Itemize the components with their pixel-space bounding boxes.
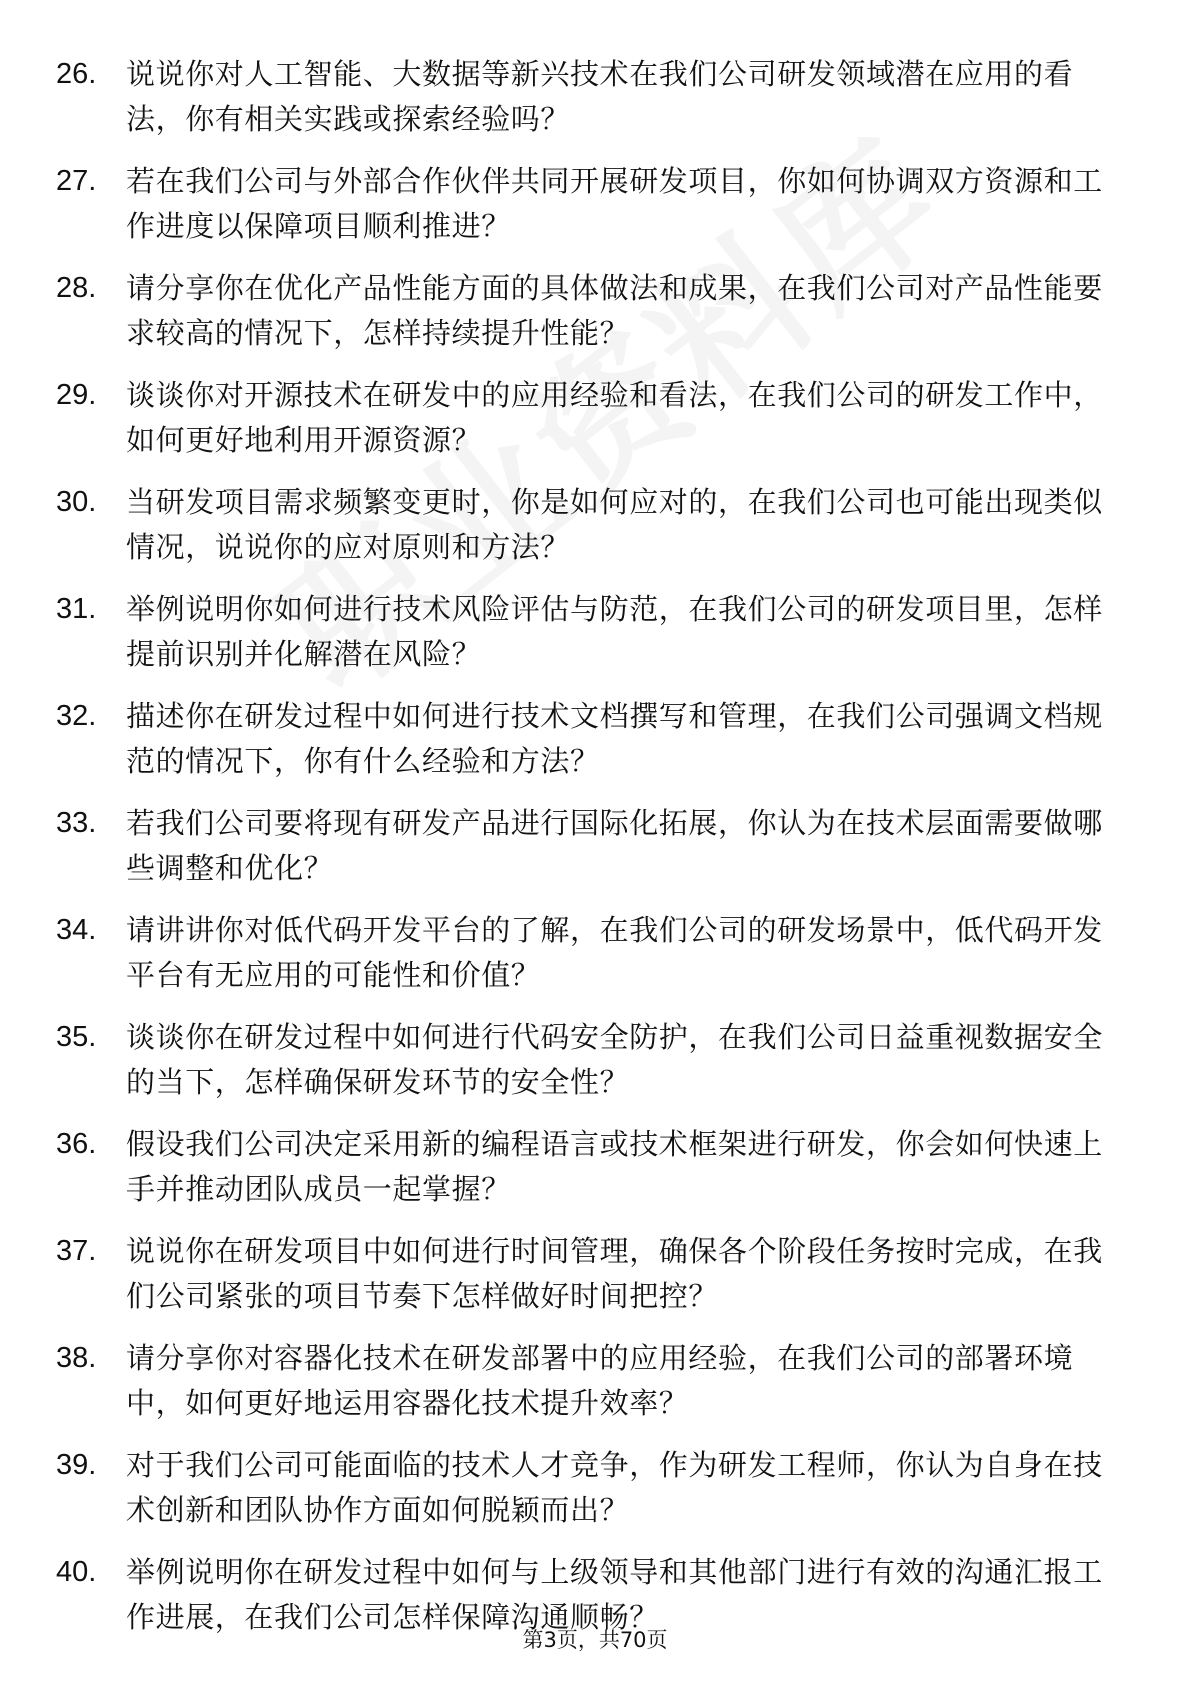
- question-number: 39.: [56, 1449, 97, 1481]
- question-text: 描述你在研发过程中如何进行技术文档撰写和管理，在我们公司强调文档规范的情况下，你有什么经验和方法？: [126, 699, 1103, 778]
- question-text: 举例说明你在研发过程中如何与上级领导和其他部门进行有效的沟通汇报工作进展，在我们公司怎样保障沟通顺畅？: [126, 1555, 1103, 1634]
- question-item: [56, 159, 1116, 266]
- question-item: [56, 373, 1116, 480]
- question-number: 30.: [56, 486, 97, 518]
- question-text: 假设我们公司决定采用新的编程语言或技术框架进行研发，你会如何快速上手并推动团队成员一起掌握？: [126, 1127, 1103, 1206]
- question-number: 28.: [56, 272, 97, 304]
- question-item: [56, 908, 1116, 1015]
- question-number: 40.: [56, 1556, 97, 1588]
- question-number: 31.: [56, 593, 97, 625]
- question-number: 37.: [56, 1235, 97, 1267]
- question-item: [56, 266, 1116, 373]
- question-item: [56, 1229, 1116, 1336]
- question-item: [56, 1336, 1116, 1443]
- question-item: [56, 587, 1116, 694]
- question-text: 说说你在研发项目中如何进行时间管理，确保各个阶段任务按时完成，在我们公司紧张的项目节奏下怎样做好时间把控？: [126, 1234, 1103, 1313]
- page-footer: [0, 1624, 1190, 1654]
- question-number: 33.: [56, 807, 97, 839]
- question-number: 32.: [56, 700, 97, 732]
- question-number: 38.: [56, 1342, 97, 1374]
- question-text: 若我们公司要将现有研发产品进行国际化拓展，你认为在技术层面需要做哪些调整和优化？: [126, 806, 1103, 885]
- question-text: 对于我们公司可能面临的技术人才竞争，作为研发工程师，你认为自身在技术创新和团队协作方面如何脱颖而出？: [126, 1448, 1103, 1527]
- question-item: [56, 1015, 1116, 1122]
- question-number: 27.: [56, 165, 97, 197]
- question-number: 36.: [56, 1128, 97, 1160]
- question-number: 35.: [56, 1021, 97, 1053]
- question-text: 若在我们公司与外部合作伙伴共同开展研发项目，你如何协调双方资源和工作进度以保障项目顺利推进？: [126, 164, 1103, 243]
- question-item: [56, 52, 1116, 159]
- question-text: 谈谈你在研发过程中如何进行代码安全防护，在我们公司日益重视数据安全的当下，怎样确保研发环节的安全性？: [126, 1020, 1103, 1099]
- question-text: 说说你对人工智能、大数据等新兴技术在我们公司研发领域潜在应用的看法，你有相关实践或探索经验吗？: [126, 57, 1074, 136]
- question-number: 34.: [56, 914, 97, 946]
- question-text: 当研发项目需求频繁变更时，你是如何应对的，在我们公司也可能出现类似情况，说说你的应对原则和方法？: [126, 485, 1103, 564]
- question-item: [56, 801, 1116, 908]
- question-text: 请讲讲你对低代码开发平台的了解，在我们公司的研发场景中，低代码开发平台有无应用的可能性和价值？: [126, 913, 1103, 992]
- question-item: [56, 480, 1116, 587]
- question-number: 26.: [56, 58, 97, 90]
- question-text: 请分享你对容器化技术在研发部署中的应用经验，在我们公司的部署环境中，如何更好地运用容器化技术提升效率？: [126, 1341, 1074, 1420]
- page-number-label: 第3页，共70页: [522, 1628, 668, 1652]
- question-text: 举例说明你如何进行技术风险评估与防范，在我们公司的研发项目里，怎样提前识别并化解潜在风险？: [126, 592, 1103, 671]
- question-item: [56, 694, 1116, 801]
- question-item: [56, 1122, 1116, 1229]
- question-text: 谈谈你对开源技术在研发中的应用经验和看法，在我们公司的研发工作中，如何更好地利用开源资源？: [126, 378, 1103, 457]
- question-list: [56, 52, 1116, 1657]
- question-item: [56, 1443, 1116, 1550]
- question-text: 请分享你在优化产品性能方面的具体做法和成果，在我们公司对产品性能要求较高的情况下，怎样持续提升性能？: [126, 271, 1103, 350]
- question-number: 29.: [56, 379, 97, 411]
